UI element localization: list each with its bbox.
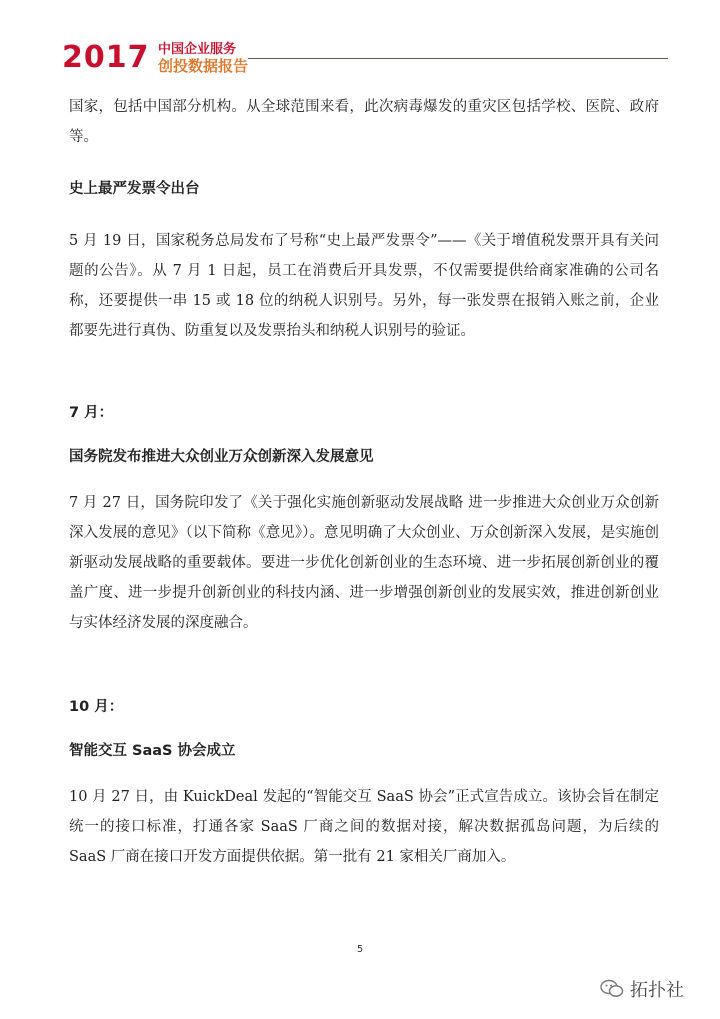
heading-saas: 智能交互 SaaS 协会成立 — [69, 743, 236, 759]
watermark — [600, 976, 684, 1002]
logo-text — [158, 42, 248, 75]
wechat-icon — [600, 979, 624, 999]
paragraph-invoice: 5 月 19 日，国家税务总局发布了号称“史上最严发票令”——《关于增值税发票开具有关问题的公告》。从 7 月 1 日起，员工在消费后开具发票，不仅需要提供给商家准确的公司名称，还要提供一串 15 或 18 位的纳税人识别号。另外，每一张发票在报销入账之前，企业都要先进行真伪、防重复以及发票抬头和纳税人识别号的验证。 — [69, 233, 659, 339]
month-july: 7 月： — [69, 405, 114, 421]
heading-invoice: 史上最严发票令出台 — [69, 181, 200, 197]
page-number: 5 — [356, 944, 364, 955]
watermark-text: 拓扑社 — [630, 980, 684, 1001]
report-header — [62, 38, 622, 78]
heading-state-council: 国务院发布推进大众创业万众创新深入发展意见 — [69, 449, 374, 465]
logo-year: 2017 — [62, 40, 150, 75]
paragraph-virus: 国家，包括中国部分机构。从全球范围来看，此次病毒爆发的重灾区包括学校、医院、政府等。 — [69, 99, 659, 145]
header-rule — [248, 58, 668, 59]
logo-line-1: 中国企业服务 — [158, 42, 237, 57]
document-body — [69, 92, 659, 872]
paragraph-saas: 10 月 27 日，由 KuickDeal 发起的“智能交互 SaaS 协会”正式宣告成立。该协会旨在制定统一的接口标准，打通各家 SaaS 厂商之间的数据对接，解决数据孤岛问题，为后续的 SaaS 厂商在接口开发方面提供依据。第一批有 21 家相关厂商加入。 — [69, 789, 659, 865]
logo-line-2: 创投数据报告 — [158, 57, 249, 75]
paragraph-state-council: 7 月 27 日，国务院印发了《关于强化实施创新驱动发展战略 进一步推进大众创业万众创新深入发展的意见》（以下简称《意见》）。意见明确了大众创业、万众创新深入发展，是实施创新驱动发展战略的重要载体。要进一步优化创新创业的生态环境、进一步拓展创新创业的覆盖广度、进一步提升创新创业的科技内涵、进一步增强创新创业的发展实效，推进创新创业与实体经济发展的深度融合。 — [69, 495, 659, 631]
month-october: 10 月： — [69, 699, 124, 715]
